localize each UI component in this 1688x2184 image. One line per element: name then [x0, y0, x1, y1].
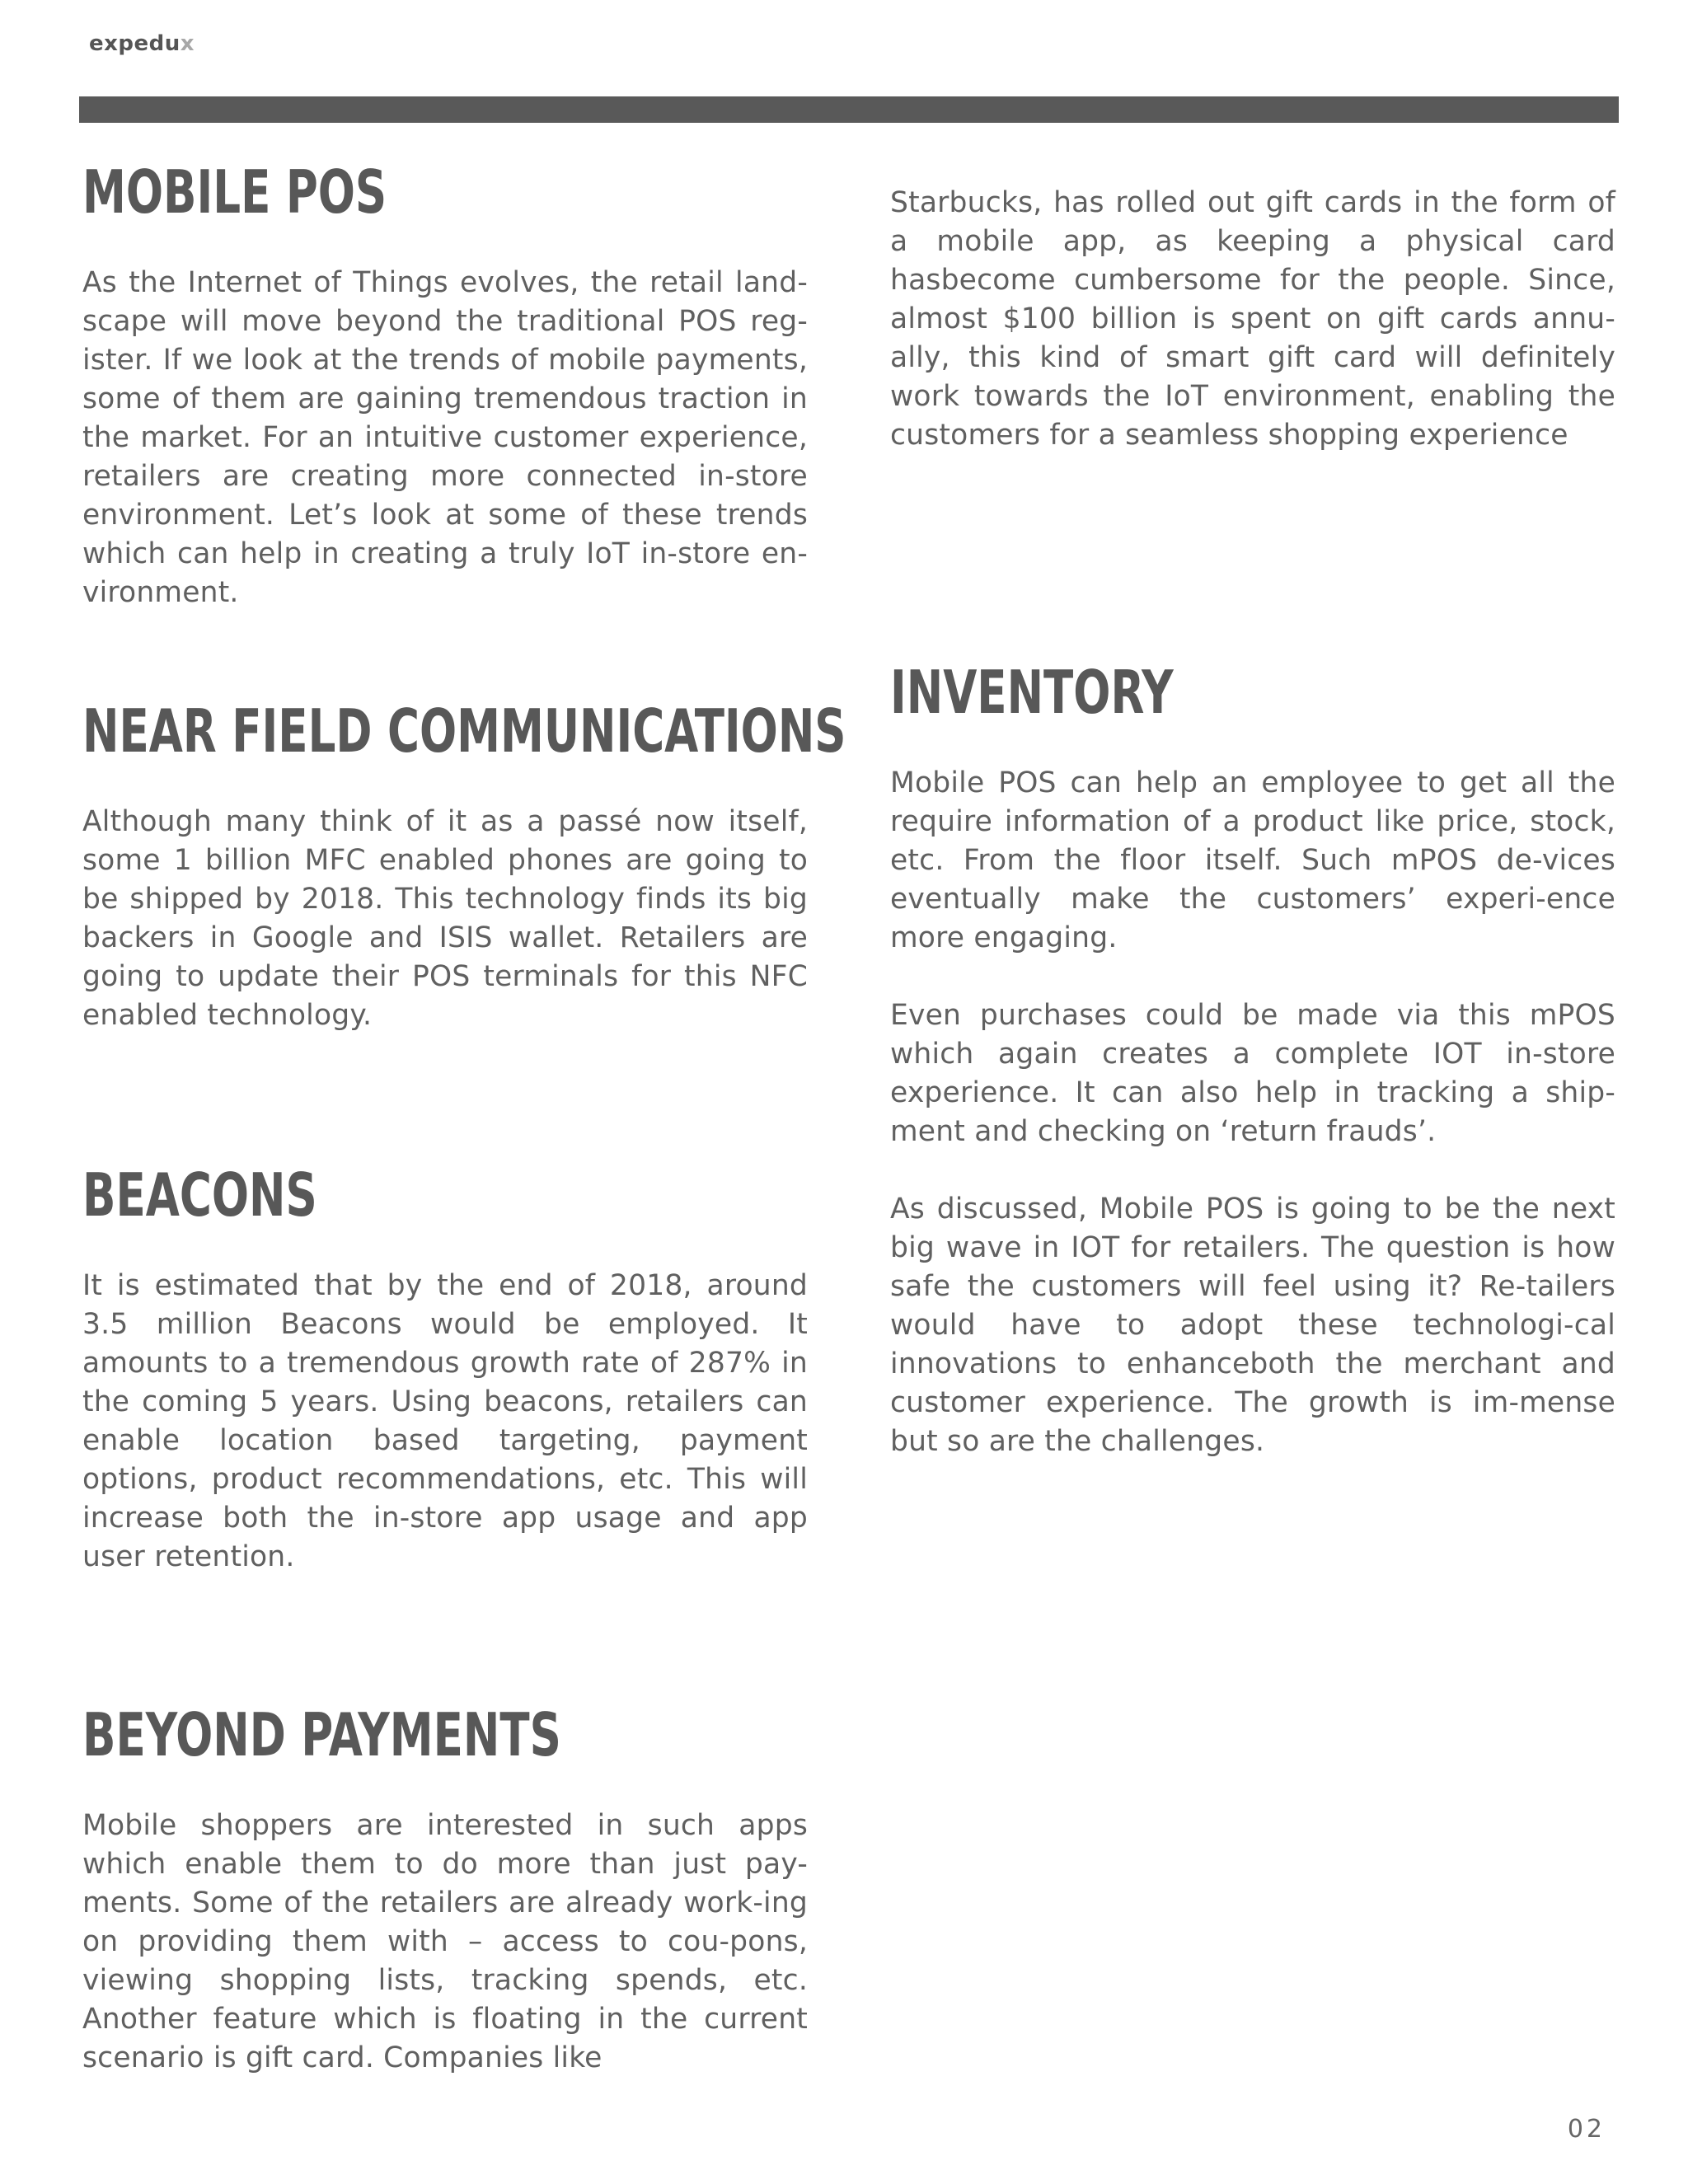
section-heading: BEACONS: [82, 1160, 317, 1230]
section-body: Starbucks, has rolled out gift cards in the form of a mobile app, as keeping a physical card hasbecome cumbersome for the people. Since, almost $100 billion is spent on gift cards annu-ally, this kind of smart gift card will definitely work towards the IoT environment, enabling the customers for a seamless shopping experience: [890, 186, 1615, 452]
section-gift-cards-continued: [890, 184, 1615, 455]
section-body: Even purchases could be made via this mPOS which again creates a complete IOT in-store experience. It can also help in tracking a ship-ment and checking on ‘return frauds’.: [890, 999, 1615, 1148]
section-heading: MOBILE POS: [82, 157, 387, 227]
section-body: As discussed, Mobile POS is going to be the next big wave in IOT for retailers. The question is how safe the customers will feel using it? Re-tailers would have to adopt these technologi-cal innovations to enhanceboth the merchant and customer experience. The growth is im-mense but so are the challenges.: [890, 1193, 1615, 1458]
section-heading: BEYOND PAYMENTS: [82, 1700, 561, 1769]
section-inventory: [890, 655, 1615, 1461]
page-number: 02: [1567, 2115, 1606, 2144]
section-heading: INVENTORY: [890, 658, 1174, 727]
section-near-field-communications: [82, 694, 846, 1035]
section-body: Although many think of it as a passé now itself, some 1 billion MFC enabled phones are going to be shipped by 2018. This technology finds its big backers in Google and ISIS wallet. Retailers are going to update their POS terminals for this NFC enabled technology.: [82, 805, 808, 1032]
section-body: As the Internet of Things evolves, the retail land-scape will move beyond the traditional POS reg-ister. If we look at the trends of mobile payments, some of them are gaining tremendous traction in the market. For an intuitive customer experience, retailers are creating more connected in-store environment. Let’s look at some of these trends which can help in creating a truly IoT in-store en-vironment.: [82, 266, 808, 609]
section-beacons: [82, 1158, 808, 1577]
section-body: Mobile shoppers are interested in such apps which enable them to do more than just pay-ments. Some of the retailers are already work-ing on providing them with – access to cou-pons, viewing shopping lists, tracking spends, etc. Another feature which is floating in the current scenario is gift card. Companies like: [82, 1809, 808, 2074]
section-mobile-pos: [82, 155, 808, 612]
section-body: Mobile POS can help an employee to get all the require information of a product like price, stock, etc. From the floor itself. Such mPOS de-vices eventually make the customers’ experi-ence more engaging.: [890, 766, 1615, 954]
section-heading: NEAR FIELD COMMUNICATIONS: [82, 696, 846, 766]
section-body: It is estimated that by the end of 2018, around 3.5 million Beacons would be employed. It amounts to a tremendous growth rate of 287% in the coming 5 years. Using beacons, retailers can enable location based targeting, payment options, product recommendations, etc. This will increase both the in-store app usage and app user retention.: [82, 1269, 808, 1573]
header-divider-bar: [79, 96, 1619, 123]
section-beyond-payments: [82, 1698, 808, 2078]
brand-logo: expedux: [89, 31, 195, 56]
